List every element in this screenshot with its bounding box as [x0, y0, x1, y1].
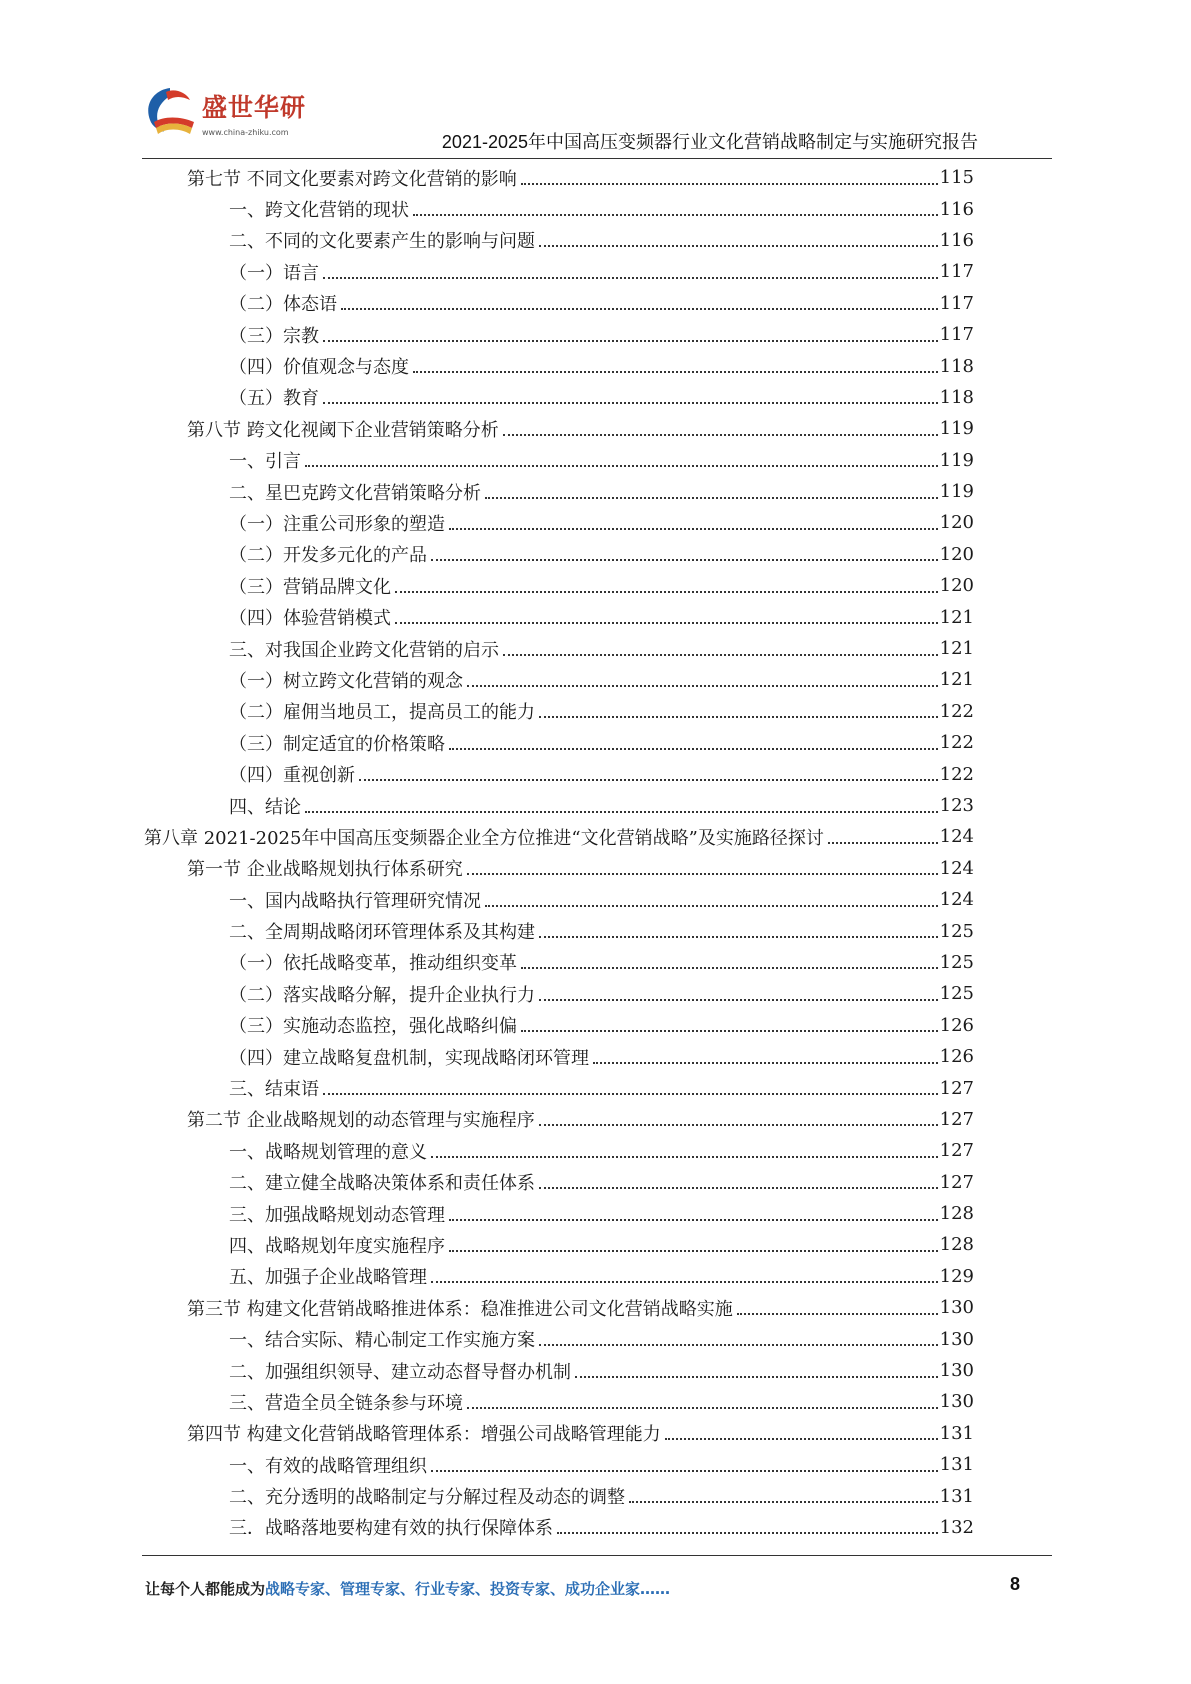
toc-leader-dots — [485, 497, 938, 499]
toc-leader-dots — [539, 716, 938, 718]
toc-entry-label: 二、星巴克跨文化营销策略分析 — [229, 482, 481, 504]
toc-entry-sub[interactable] — [0, 539, 1191, 570]
toc-entry-item[interactable] — [0, 445, 1191, 476]
toc-entry-page: 130 — [939, 1391, 974, 1413]
toc-entry-page: 124 — [939, 889, 974, 911]
toc-entry-page: 125 — [939, 920, 974, 942]
toc-entry-page: 119 — [939, 418, 974, 440]
toc-leader-dots — [503, 654, 938, 656]
toc-entry-sub[interactable] — [0, 696, 1191, 727]
toc-entry-page: 122 — [939, 763, 974, 785]
toc-leader-dots — [467, 873, 938, 875]
toc-leader-dots — [395, 591, 938, 593]
logo-text: 盛世华研 — [202, 93, 307, 122]
toc-entry-page: 132 — [939, 1516, 974, 1538]
toc-leader-dots — [485, 905, 938, 907]
toc-entry-page: 122 — [939, 732, 974, 754]
toc-entry-page: 124 — [939, 857, 974, 879]
toc-entry-label: （四）体验营销模式 — [229, 608, 391, 630]
toc-entry-label: 三、加强战略规划动态管理 — [229, 1204, 445, 1226]
toc-entry-label: （二）体态语 — [229, 294, 337, 316]
toc-entry-section[interactable] — [0, 413, 1191, 444]
toc-leader-dots — [449, 1219, 938, 1221]
toc-entry-sub[interactable] — [0, 288, 1191, 319]
toc-entry-label: 二、充分透明的战略制定与分解过程及动态的调整 — [229, 1487, 625, 1509]
toc-entry-sub[interactable] — [0, 256, 1191, 287]
toc-entry-sub[interactable] — [0, 947, 1191, 978]
toc-leader-dots — [593, 1062, 938, 1064]
toc-entry-label: 三、营造全员全链条参与环境 — [229, 1392, 463, 1414]
toc-entry-label: 一、引言 — [229, 451, 301, 473]
toc-leader-dots — [413, 214, 938, 216]
toc-entry-page: 119 — [939, 481, 974, 503]
toc-leader-dots — [341, 308, 938, 310]
toc-entry-label: 第八节 跨文化视阈下企业营销策略分析 — [187, 419, 499, 441]
toc-entry-sub[interactable] — [0, 1010, 1191, 1041]
logo-url: www.china-zhiku.com — [202, 128, 289, 137]
toc-entry-label: 三、对我国企业跨文化营销的启示 — [229, 639, 499, 661]
toc-entry-label: 三．战略落地要构建有效的执行保障体系 — [229, 1518, 553, 1540]
toc-entry-item[interactable] — [0, 1167, 1191, 1198]
toc-leader-dots — [539, 936, 938, 938]
toc-leader-dots — [539, 1344, 938, 1346]
table-of-contents — [0, 162, 1191, 1543]
toc-entry-page: 130 — [939, 1328, 974, 1350]
toc-entry-sub[interactable] — [0, 507, 1191, 538]
toc-entry-label: （三）宗教 — [229, 325, 319, 347]
toc-entry-section[interactable] — [0, 1418, 1191, 1449]
toc-leader-dots — [737, 1313, 938, 1315]
toc-entry-page: 115 — [939, 167, 974, 189]
toc-entry-label: 五、加强子企业战略管理 — [229, 1267, 427, 1289]
toc-leader-dots — [449, 748, 938, 750]
toc-leader-dots — [575, 1376, 938, 1378]
toc-entry-page: 120 — [939, 575, 974, 597]
toc-entry-item[interactable] — [0, 884, 1191, 915]
toc-entry-label: 一、跨文化营销的现状 — [229, 200, 409, 222]
toc-leader-dots — [305, 465, 938, 467]
toc-leader-dots — [629, 1501, 938, 1503]
toc-leader-dots — [467, 1407, 938, 1409]
toc-entry-page: 128 — [939, 1203, 974, 1225]
toc-entry-label: （一）树立跨文化营销的观念 — [229, 670, 463, 692]
toc-entry-sub[interactable] — [0, 350, 1191, 381]
toc-entry-label: （一）注重公司形象的塑造 — [229, 513, 445, 535]
toc-entry-label: 二、全周期战略闭环管理体系及其构建 — [229, 922, 535, 944]
toc-leader-dots — [503, 434, 938, 436]
toc-entry-sub[interactable] — [0, 978, 1191, 1009]
toc-leader-dots — [395, 622, 938, 624]
toc-entry-page: 130 — [939, 1297, 974, 1319]
toc-entry-item[interactable] — [0, 790, 1191, 821]
toc-entry-item[interactable] — [0, 193, 1191, 224]
toc-entry-item[interactable] — [0, 1261, 1191, 1292]
toc-leader-dots — [521, 1030, 938, 1032]
toc-entry-item[interactable] — [0, 915, 1191, 946]
toc-entry-label: 第七节 不同文化要素对跨文化营销的影响 — [187, 168, 517, 190]
header-divider — [142, 158, 1052, 159]
toc-entry-label: 第八章 2021-2025年中国高压变频器企业全方位推进“文化营销战略”及实施路径探讨 — [144, 827, 824, 849]
toc-leader-dots — [359, 779, 938, 781]
toc-leader-dots — [323, 1093, 938, 1095]
toc-leader-dots — [431, 559, 938, 561]
toc-entry-page: 124 — [939, 826, 974, 848]
toc-leader-dots — [305, 811, 938, 813]
toc-entry-sub[interactable] — [0, 382, 1191, 413]
toc-leader-dots — [467, 685, 938, 687]
footer-slogan-prefix: 让每个人都能成为 — [145, 1580, 266, 1598]
toc-entry-page: 127 — [939, 1140, 974, 1162]
toc-entry-page: 126 — [939, 1014, 974, 1036]
toc-entry-item[interactable] — [0, 1323, 1191, 1354]
toc-entry-page: 125 — [939, 951, 974, 973]
toc-entry-page: 118 — [939, 355, 974, 377]
toc-entry-item[interactable] — [0, 1449, 1191, 1480]
toc-leader-dots — [521, 967, 938, 969]
toc-entry-label: 三、结束语 — [229, 1079, 319, 1101]
toc-entry-page: 127 — [939, 1077, 974, 1099]
toc-entry-page: 127 — [939, 1171, 974, 1193]
toc-entry-label: 第二节 企业战略规划的动态管理与实施程序 — [187, 1110, 535, 1132]
footer-slogan-highlight: 战略专家、管理专家、行业专家、投资专家、成功企业家…… — [265, 1580, 671, 1598]
company-logo — [140, 82, 320, 152]
toc-leader-dots — [323, 277, 938, 279]
toc-entry-page: 126 — [939, 1046, 974, 1068]
toc-entry-label: 第一节 企业战略规划执行体系研究 — [187, 859, 463, 881]
toc-entry-label: 第四节 构建文化营销战略管理体系：增强公司战略管理能力 — [187, 1424, 661, 1446]
toc-entry-chapter[interactable] — [0, 821, 1191, 852]
toc-entry-label: （四）价值观念与态度 — [229, 357, 409, 379]
toc-entry-sub[interactable] — [0, 758, 1191, 789]
toc-entry-item[interactable] — [0, 1135, 1191, 1166]
toc-entry-section[interactable] — [0, 1104, 1191, 1135]
toc-leader-dots — [413, 371, 938, 373]
page-number: 8 — [1010, 1574, 1021, 1594]
toc-entry-label: （三）实施动态监控，强化战略纠偏 — [229, 1016, 517, 1038]
toc-entry-label: （二）落实战略分解，提升企业执行力 — [229, 984, 535, 1006]
toc-entry-label: （五）教育 — [229, 388, 319, 410]
toc-entry-page: 117 — [939, 292, 974, 314]
toc-entry-page: 121 — [939, 638, 974, 660]
toc-leader-dots — [828, 842, 938, 844]
toc-entry-sub[interactable] — [0, 727, 1191, 758]
toc-entry-page: 121 — [939, 606, 974, 628]
toc-entry-page: 116 — [939, 229, 974, 251]
toc-entry-page: 120 — [939, 543, 974, 565]
toc-entry-label: 四、战略规划年度实施程序 — [229, 1235, 445, 1257]
toc-entry-label: 二、加强组织领导、建立动态督导督办机制 — [229, 1361, 571, 1383]
toc-entry-page: 125 — [939, 983, 974, 1005]
toc-entry-label: （四）建立战略复盘机制，实现战略闭环管理 — [229, 1047, 589, 1069]
toc-leader-dots — [521, 183, 938, 185]
toc-entry-item[interactable] — [0, 633, 1191, 664]
toc-leader-dots — [557, 1532, 938, 1534]
toc-entry-sub[interactable] — [0, 319, 1191, 350]
toc-leader-dots — [539, 1187, 938, 1189]
toc-entry-section[interactable] — [0, 162, 1191, 193]
toc-entry-item[interactable] — [0, 225, 1191, 256]
toc-entry-page: 119 — [939, 449, 974, 471]
toc-entry-label: （一）依托战略变革，推动组织变革 — [229, 953, 517, 975]
toc-entry-page: 118 — [939, 386, 974, 408]
report-title: 2021-2025年中国高压变频器行业文化营销战略制定与实施研究报告 — [441, 132, 978, 152]
toc-entry-label: （四）重视创新 — [229, 765, 355, 787]
toc-leader-dots — [431, 1156, 938, 1158]
toc-entry-label: 第三节 构建文化营销战略推进体系：稳准推进公司文化营销战略实施 — [187, 1298, 733, 1320]
toc-leader-dots — [323, 340, 938, 342]
logo-emblem-icon — [140, 82, 202, 142]
toc-entry-page: 130 — [939, 1360, 974, 1382]
toc-entry-page: 127 — [939, 1108, 974, 1130]
toc-leader-dots — [431, 1470, 938, 1472]
toc-leader-dots — [665, 1438, 938, 1440]
toc-entry-label: 一、国内战略执行管理研究情况 — [229, 890, 481, 912]
toc-entry-page: 121 — [939, 669, 974, 691]
toc-leader-dots — [323, 402, 938, 404]
toc-entry-item[interactable] — [0, 1198, 1191, 1229]
toc-entry-page: 116 — [939, 198, 974, 220]
toc-entry-label: 二、建立健全战略决策体系和责任体系 — [229, 1173, 535, 1195]
footer-divider — [142, 1555, 1052, 1556]
toc-entry-sub[interactable] — [0, 601, 1191, 632]
toc-entry-page: 131 — [939, 1485, 974, 1507]
toc-entry-sub[interactable] — [0, 570, 1191, 601]
toc-entry-page: 131 — [939, 1422, 974, 1444]
toc-entry-page: 128 — [939, 1234, 974, 1256]
toc-entry-label: 一、战略规划管理的意义 — [229, 1141, 427, 1163]
toc-leader-dots — [539, 1124, 938, 1126]
toc-entry-page: 123 — [939, 795, 974, 816]
toc-entry-label: 二、不同的文化要素产生的影响与问题 — [229, 231, 535, 253]
toc-entry-label: （二）开发多元化的产品 — [229, 545, 427, 567]
toc-leader-dots — [431, 1281, 938, 1283]
toc-entry-item[interactable] — [0, 1072, 1191, 1103]
toc-entry-sub[interactable] — [0, 664, 1191, 695]
toc-entry-label: 一、结合实际、精心制定工作实施方案 — [229, 1330, 535, 1352]
toc-entry-page: 117 — [939, 261, 974, 283]
toc-entry-item[interactable] — [0, 1512, 1191, 1543]
toc-entry-page: 131 — [939, 1454, 974, 1476]
toc-entry-section[interactable] — [0, 1292, 1191, 1323]
toc-entry-item[interactable] — [0, 1355, 1191, 1386]
toc-leader-dots — [539, 999, 938, 1001]
toc-entry-label: （二）雇佣当地员工，提高员工的能力 — [229, 702, 535, 724]
toc-entry-label: （一）语言 — [229, 262, 319, 284]
toc-entry-sub[interactable] — [0, 1041, 1191, 1072]
toc-entry-item[interactable] — [0, 1480, 1191, 1511]
toc-entry-label: （三）制定适宜的价格策略 — [229, 733, 445, 755]
toc-entry-item[interactable] — [0, 1229, 1191, 1260]
toc-entry-label: 一、有效的战略管理组织 — [229, 1455, 427, 1477]
toc-entry-section[interactable] — [0, 853, 1191, 884]
toc-entry-item[interactable] — [0, 476, 1191, 507]
toc-entry-label: （三）营销品牌文化 — [229, 576, 391, 598]
toc-entry-item[interactable] — [0, 1386, 1191, 1417]
toc-leader-dots — [449, 528, 938, 530]
toc-leader-dots — [539, 245, 938, 247]
footer-slogan — [145, 1578, 670, 1599]
toc-entry-page: 117 — [939, 324, 974, 346]
toc-entry-page: 129 — [939, 1265, 974, 1287]
toc-leader-dots — [449, 1250, 938, 1252]
toc-entry-page: 120 — [939, 512, 974, 534]
toc-entry-page: 122 — [939, 700, 974, 722]
toc-entry-label: 四、结论 — [229, 796, 301, 818]
